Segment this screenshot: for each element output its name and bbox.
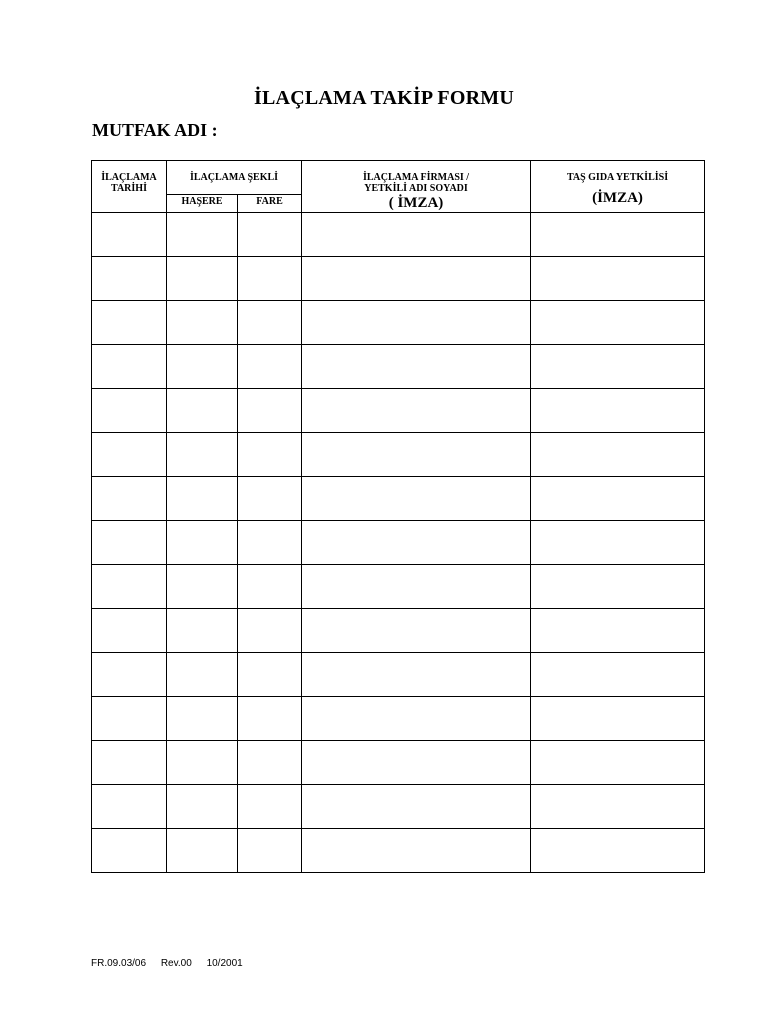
cell-official-signature[interactable] — [531, 741, 705, 785]
header-company-signature: ( İMZA) — [388, 195, 444, 211]
cell-rodent[interactable] — [238, 257, 302, 301]
header-method-pest: HAŞERE — [167, 195, 238, 213]
cell-pest[interactable] — [167, 785, 238, 829]
cell-company-signature[interactable] — [302, 389, 531, 433]
header-method-rodent: FARE — [238, 195, 302, 213]
cell-date[interactable] — [92, 785, 167, 829]
table-row — [92, 213, 705, 257]
cell-official-signature[interactable] — [531, 477, 705, 521]
table-row — [92, 565, 705, 609]
cell-company-signature[interactable] — [302, 477, 531, 521]
cell-official-signature[interactable] — [531, 565, 705, 609]
cell-official-signature[interactable] — [531, 609, 705, 653]
cell-rodent[interactable] — [238, 301, 302, 345]
table-body — [92, 213, 705, 873]
header-official-line1: TAŞ GIDA YETKİLİSİ — [566, 172, 669, 183]
cell-date[interactable] — [92, 609, 167, 653]
footer-date: 10/2001 — [206, 958, 243, 969]
cell-rodent[interactable] — [238, 653, 302, 697]
footer-form-code: FR.09.03/06 — [91, 958, 147, 969]
cell-rodent[interactable] — [238, 609, 302, 653]
header-spraying-company — [302, 161, 531, 213]
table-row — [92, 301, 705, 345]
cell-rodent[interactable] — [238, 565, 302, 609]
cell-pest[interactable] — [167, 213, 238, 257]
table-row — [92, 477, 705, 521]
table-row — [92, 257, 705, 301]
cell-date[interactable] — [92, 521, 167, 565]
cell-pest[interactable] — [167, 565, 238, 609]
header-official-signature: (İMZA) — [592, 190, 643, 206]
header-company-line2: YETKİLİ ADI SOYADI — [364, 183, 468, 194]
cell-pest[interactable] — [167, 345, 238, 389]
header-official — [531, 161, 705, 213]
header-company-line1: İLAÇLAMA FİRMASI / — [362, 172, 470, 183]
cell-company-signature[interactable] — [302, 213, 531, 257]
cell-date[interactable] — [92, 257, 167, 301]
footer-revision: Rev.00 — [160, 958, 192, 969]
cell-official-signature[interactable] — [531, 653, 705, 697]
cell-rodent[interactable] — [238, 829, 302, 873]
table-row — [92, 785, 705, 829]
cell-company-signature[interactable] — [302, 653, 531, 697]
cell-rodent[interactable] — [238, 785, 302, 829]
cell-company-signature[interactable] — [302, 345, 531, 389]
table-row — [92, 521, 705, 565]
cell-pest[interactable] — [167, 653, 238, 697]
cell-company-signature[interactable] — [302, 565, 531, 609]
cell-date[interactable] — [92, 477, 167, 521]
cell-rodent[interactable] — [238, 521, 302, 565]
cell-date[interactable] — [92, 213, 167, 257]
cell-rodent[interactable] — [238, 389, 302, 433]
cell-date[interactable] — [92, 345, 167, 389]
cell-pest[interactable] — [167, 257, 238, 301]
cell-pest[interactable] — [167, 829, 238, 873]
cell-rodent[interactable] — [238, 697, 302, 741]
spraying-log-table — [91, 160, 705, 873]
cell-date[interactable] — [92, 301, 167, 345]
cell-pest[interactable] — [167, 433, 238, 477]
cell-company-signature[interactable] — [302, 829, 531, 873]
cell-date[interactable] — [92, 697, 167, 741]
header-date-line2: TARİHİ — [111, 183, 147, 194]
cell-company-signature[interactable] — [302, 301, 531, 345]
table-row — [92, 345, 705, 389]
cell-rodent[interactable] — [238, 213, 302, 257]
header-spraying-method: İLAÇLAMA ŞEKLİ — [167, 161, 302, 195]
cell-pest[interactable] — [167, 521, 238, 565]
table-row — [92, 829, 705, 873]
cell-company-signature[interactable] — [302, 609, 531, 653]
cell-official-signature[interactable] — [531, 389, 705, 433]
table-row — [92, 741, 705, 785]
cell-company-signature[interactable] — [302, 433, 531, 477]
cell-date[interactable] — [92, 389, 167, 433]
table-row — [92, 609, 705, 653]
cell-company-signature[interactable] — [302, 741, 531, 785]
cell-official-signature[interactable] — [531, 785, 705, 829]
header-date-line1: İLAÇLAMA — [101, 172, 157, 183]
cell-pest[interactable] — [167, 301, 238, 345]
form-title: İLAÇLAMA TAKİP FORMU — [254, 87, 514, 109]
cell-pest[interactable] — [167, 477, 238, 521]
cell-company-signature[interactable] — [302, 785, 531, 829]
cell-company-signature[interactable] — [302, 257, 531, 301]
cell-rodent[interactable] — [238, 741, 302, 785]
cell-rodent[interactable] — [238, 433, 302, 477]
cell-date[interactable] — [92, 653, 167, 697]
cell-official-signature[interactable] — [531, 257, 705, 301]
cell-pest[interactable] — [167, 609, 238, 653]
cell-company-signature[interactable] — [302, 521, 531, 565]
cell-company-signature[interactable] — [302, 697, 531, 741]
header-spraying-date — [92, 161, 167, 213]
cell-official-signature[interactable] — [531, 213, 705, 257]
cell-pest[interactable] — [167, 389, 238, 433]
cell-date[interactable] — [92, 829, 167, 873]
cell-official-signature[interactable] — [531, 433, 705, 477]
table-row — [92, 389, 705, 433]
cell-date[interactable] — [92, 565, 167, 609]
table-row — [92, 697, 705, 741]
cell-official-signature[interactable] — [531, 345, 705, 389]
form-footer — [91, 958, 255, 969]
cell-official-signature[interactable] — [531, 829, 705, 873]
table-row — [92, 433, 705, 477]
cell-rodent[interactable] — [238, 345, 302, 389]
cell-date[interactable] — [92, 741, 167, 785]
table-row — [92, 653, 705, 697]
cell-official-signature[interactable] — [531, 697, 705, 741]
cell-date[interactable] — [92, 433, 167, 477]
cell-pest[interactable] — [167, 741, 238, 785]
cell-official-signature[interactable] — [531, 301, 705, 345]
cell-rodent[interactable] — [238, 477, 302, 521]
cell-official-signature[interactable] — [531, 521, 705, 565]
kitchen-name-label: MUTFAK ADI : — [92, 120, 218, 140]
cell-pest[interactable] — [167, 697, 238, 741]
